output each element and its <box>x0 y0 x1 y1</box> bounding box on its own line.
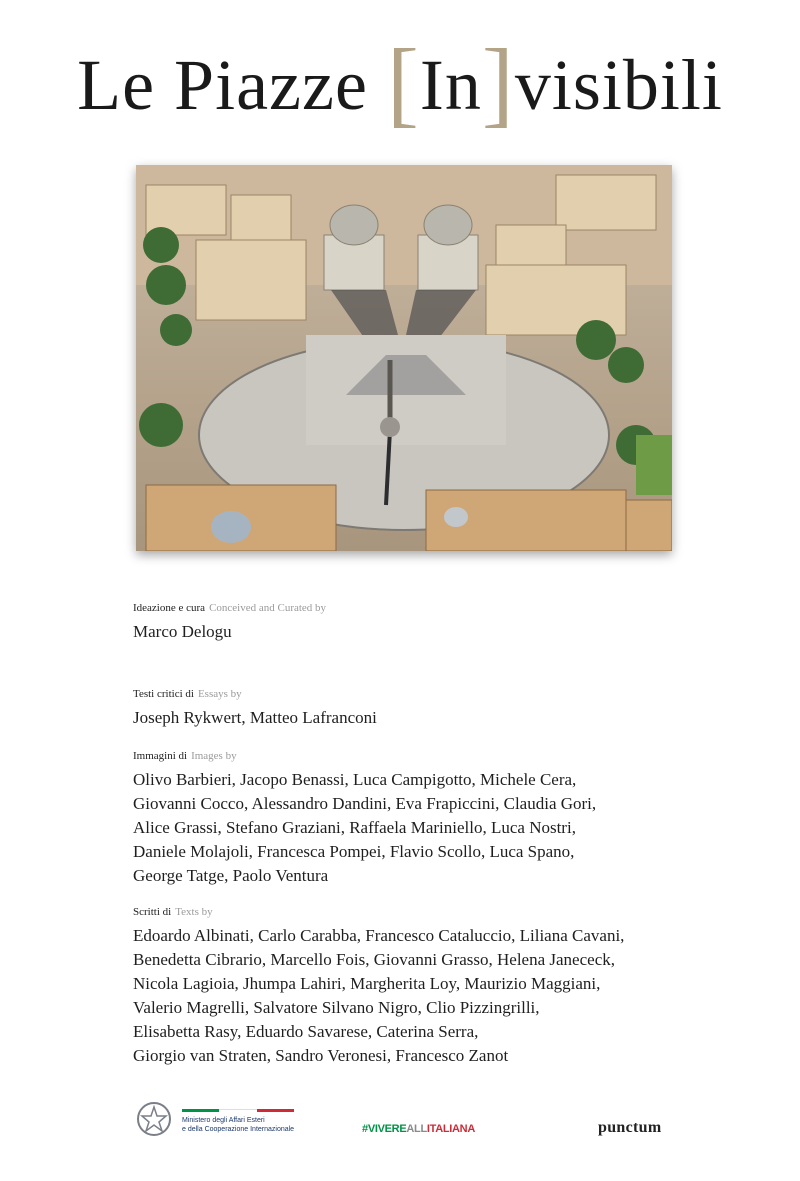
credit-names <box>133 924 733 1068</box>
credit-name-line: Daniele Molajoli, Francesca Pompei, Flavio Scollo, Luca Spano, <box>133 842 575 861</box>
credit-name-line: Alice Grassi, Stefano Graziani, Raffaela Mariniello, Luca Nostri, <box>133 818 576 837</box>
credit-texts <box>133 902 733 1068</box>
credit-name-line: Valerio Magrelli, Salvatore Silvano Nigro, Clio Pizzingrilli, <box>133 998 540 1017</box>
title-part-in: In <box>419 45 482 125</box>
vivere-all-italiana-logo <box>362 1123 475 1135</box>
emblem-icon <box>136 1099 172 1139</box>
credit-name-line: Benedetta Cibrario, Marcello Fois, Giovanni Grasso, Helena Janececk, <box>133 950 615 969</box>
ministry-text-line2: e della Cooperazione Internazionale <box>182 1126 295 1133</box>
credit-name-line: Giovanni Cocco, Alessandro Dandini, Eva Frapiccini, Claudia Gori, <box>133 794 597 813</box>
credit-name-line: Elisabetta Rasy, Eduardo Savarese, Caterina Serra, <box>133 1022 479 1041</box>
credit-names <box>133 706 733 730</box>
ministry-text-line1: Ministero degli Affari Esteri <box>182 1117 265 1124</box>
credit-essays <box>133 684 733 730</box>
italian-flag-bar <box>182 1109 294 1112</box>
hashtag-all: ALL <box>406 1123 427 1135</box>
credit-name-line: Joseph Rykwert, Matteo Lafranconi <box>133 708 377 727</box>
punctum-logo: punctum <box>598 1119 662 1136</box>
credit-name-line: Nicola Lagioia, Jhumpa Lahiri, Margherita Loy, Maurizio Maggiani, <box>133 974 601 993</box>
footer-logos <box>0 1095 800 1145</box>
title-bracket-close: ] <box>481 29 515 136</box>
credit-names <box>133 768 733 888</box>
hashtag-italiana: ITALIANA <box>426 1123 475 1135</box>
title-part-le-piazze: Le Piazze <box>77 45 368 125</box>
credit-label-en: Images by <box>191 750 237 762</box>
cover-photo <box>136 165 672 551</box>
credit-name-line: George Tatge, Paolo Ventura <box>133 866 329 885</box>
ministry-logo <box>136 1099 306 1141</box>
credit-label-en: Conceived and Curated by <box>209 602 327 614</box>
credit-label-it: Ideazione e cura <box>133 602 206 614</box>
title-bracket-open: [ <box>386 29 420 136</box>
credit-names <box>133 620 733 644</box>
credit-label-en: Essays by <box>197 688 242 700</box>
credit-name-line: Edoardo Albinati, Carlo Carabba, Francesco Cataluccio, Liliana Cavani, <box>133 926 625 945</box>
credit-label-it: Immagini di <box>133 750 188 762</box>
credit-label-en: Texts by <box>175 906 213 918</box>
credit-label-it: Scritti di <box>133 906 172 918</box>
credit-label-it: Testi critici di <box>133 688 194 700</box>
title-part-visibili: visibili <box>514 45 723 125</box>
credit-name-line: Giorgio van Straten, Sandro Veronesi, Francesco Zanot <box>133 1046 509 1065</box>
credit-name-line: Marco Delogu <box>133 622 232 641</box>
credit-images <box>133 746 733 888</box>
credit-curator <box>133 598 733 644</box>
hashtag-vivere: #VIVERE <box>362 1123 407 1135</box>
piazza-aerial-image <box>136 165 672 551</box>
page-title <box>0 22 800 140</box>
credit-name-line: Olivo Barbieri, Jacopo Benassi, Luca Campigotto, Michele Cera, <box>133 770 577 789</box>
